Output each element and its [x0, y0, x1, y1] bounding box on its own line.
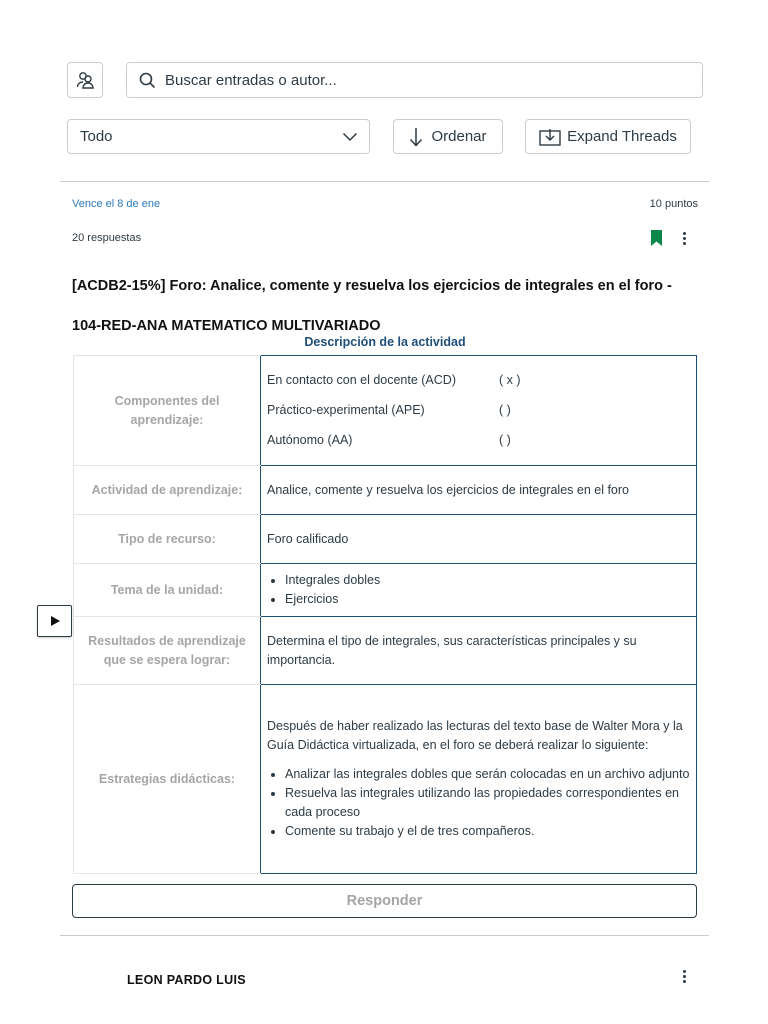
- list-item: • Analizar las integrales dobles que serán colocadas en un archivo adjunto: [285, 765, 690, 784]
- strategies-value: [261, 685, 697, 874]
- bookmark-icon[interactable]: [650, 230, 663, 246]
- topic-value: [261, 564, 697, 617]
- strategies-label: Estrategias didácticas:: [74, 685, 261, 874]
- strategies-intro: Después de haber realizado las lecturas del texto base de Walter Mora y la Guía Didáctica virtualizada, en el foro se deberá realizar lo siguiente:: [267, 719, 683, 752]
- table-row: [74, 564, 697, 617]
- activity-table: [73, 355, 697, 874]
- expand-icon: [539, 128, 561, 146]
- resource-value: Foro calificado: [261, 515, 697, 564]
- expand-threads-button[interactable]: [525, 119, 691, 154]
- list-item: • Comente su trabajo y el de tres compañeros.: [285, 822, 690, 841]
- component-item: En contacto con el docente (ACD) ( x ): [267, 373, 521, 387]
- due-date: Vence el 8 de ene: [72, 198, 161, 210]
- divider: [60, 181, 709, 182]
- play-button[interactable]: [37, 605, 72, 637]
- list-item: • Integrales dobles: [285, 571, 690, 590]
- play-icon: [50, 616, 60, 626]
- search-placeholder: Buscar entradas o autor...: [165, 71, 337, 89]
- list-item: • Resuelva las integrales utilizando las propiedades correspondientes en cada proceso: [285, 784, 690, 822]
- expand-label: Expand Threads: [567, 128, 677, 145]
- filter-select[interactable]: [67, 119, 370, 154]
- results-value: Determina el tipo de integrales, sus características principales y su importancia.: [261, 617, 697, 685]
- table-row: [74, 466, 697, 515]
- replies-count: 20 respuestas: [72, 232, 142, 244]
- search-input[interactable]: [126, 62, 703, 98]
- activity-label: Actividad de aprendizaje:: [74, 466, 261, 515]
- topic-options-icon[interactable]: [674, 229, 694, 247]
- participants-button[interactable]: [67, 62, 103, 98]
- table-row: [74, 515, 697, 564]
- people-icon: [75, 70, 95, 90]
- list-item: • Ejercicios: [285, 590, 690, 609]
- arrow-down-icon: [409, 127, 423, 147]
- filter-selected-value: Todo: [80, 128, 113, 145]
- divider: [60, 935, 709, 936]
- topic-title: [ACDB2-15%] Foro: Analice, comente y resuelva los ejercicios de integrales en el foro - 104-RED-ANA MATEMATICO MULTIVARIADO: [72, 278, 672, 334]
- table-row: [74, 617, 697, 685]
- components-label: Componentes del aprendizaje:: [74, 356, 261, 466]
- activity-value: Analice, comente y resuelva los ejercicios de integrales en el foro: [261, 466, 697, 515]
- component-item: Práctico-experimental (APE) ( ): [267, 403, 511, 417]
- reply-button[interactable]: Responder: [72, 884, 697, 918]
- table-row: [74, 356, 697, 466]
- search-icon: [139, 72, 156, 89]
- resource-label: Tipo de recurso:: [74, 515, 261, 564]
- components-cell: [261, 356, 697, 466]
- entry-author: LEON PARDO LUIS: [127, 973, 246, 987]
- sort-label: Ordenar: [431, 128, 487, 145]
- component-item: Autónomo (AA) ( ): [267, 433, 511, 447]
- results-label: Resultados de aprendizaje que se espera lograr:: [74, 617, 261, 685]
- entry-options-icon[interactable]: [674, 967, 694, 985]
- chevron-down-icon: [342, 132, 358, 142]
- sort-button[interactable]: [393, 119, 503, 154]
- points: 10 puntos: [649, 198, 698, 210]
- topic-label: Tema de la unidad:: [74, 564, 261, 617]
- table-row: [74, 685, 697, 874]
- activity-caption: Descripción de la actividad: [304, 335, 466, 349]
